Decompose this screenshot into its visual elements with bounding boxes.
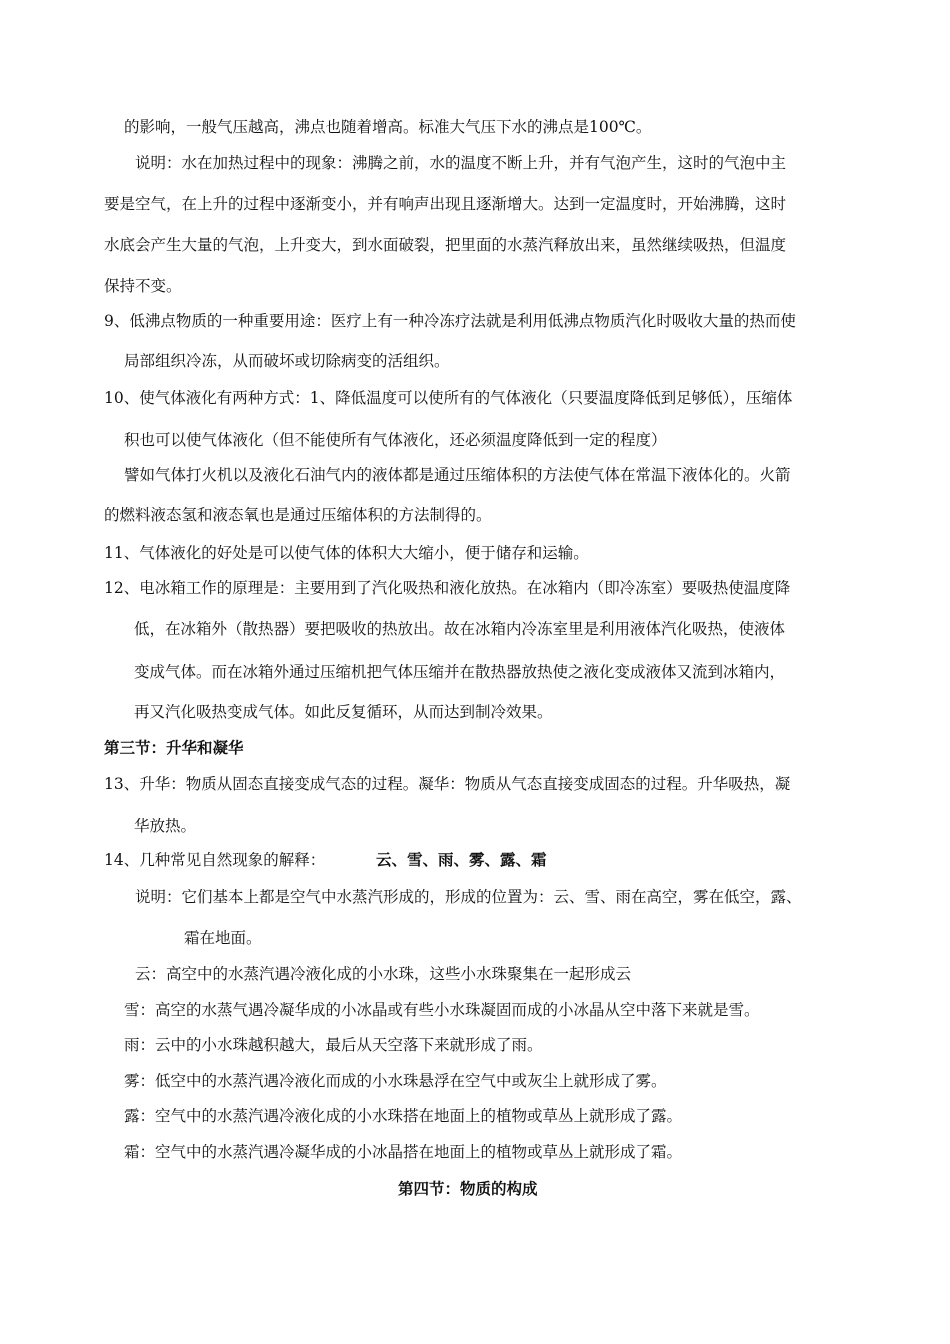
note-boiling-line-2: 要是空气，在上升的过程中逐渐变小，并有响声出现且逐渐增大。达到一定温度时，开始沸腾，这时 [104, 195, 787, 213]
item-12-line-1: 12、电冰箱工作的原理是：主要用到了汽化吸热和液化放热。在冰箱内（即冷冻室）要吸热使温度降 [104, 579, 791, 597]
cloud-explanation: 云：高空中的水蒸汽遇冷液化成的小水珠，这些小水珠聚集在一起形成云 [135, 965, 632, 983]
section-4-heading: 第四节：物质的构成 [398, 1179, 538, 1198]
section-3-heading: 第三节：升华和凝华 [104, 738, 244, 757]
rain-explanation: 雨：云中的小水珠越积越大，最后从天空落下来就形成了雨。 [124, 1036, 543, 1054]
item-14-phenomena: 云、雪、雨、雾、露、霜 [376, 850, 547, 869]
dew-explanation: 露：空气中的水蒸汽遇冷液化成的小水珠搭在地面上的植物或草丛上就形成了露。 [124, 1107, 683, 1125]
item-12-line-2: 低，在冰箱外（散热器）要把吸收的热放出。故在冰箱内冷冻室里是利用液体汽化吸热，使液体 [134, 620, 786, 638]
item-10-example-line-1: 譬如气体打火机以及液化石油气内的液体都是通过压缩体积的方法使气体在常温下液体化的。火箭 [124, 466, 791, 484]
snow-explanation: 雪：高空的水蒸气遇冷凝华成的小冰晶或有些小水珠凝固而成的小冰晶从空中落下来就是雪。 [124, 1001, 760, 1019]
item-12-line-3: 变成气体。而在冰箱外通过压缩机把气体压缩并在散热器放热使之液化变成液体又流到冰箱内， [134, 663, 786, 681]
item-12-line-4: 再又汽化吸热变成气体。如此反复循环，从而达到制冷效果。 [134, 703, 553, 721]
note-boiling-line-4: 保持不变。 [104, 277, 182, 295]
note-boiling-line-1: 说明：水在加热过程中的现象：沸腾之前，水的温度不断上升，并有气泡产生，这时的气泡中主 [135, 154, 787, 172]
item-14-note-line-1: 说明：它们基本上都是空气中水蒸汽形成的，形成的位置为：云、雪、雨在高空，雾在低空，露、 [135, 888, 802, 906]
item-9-line-1: 9、低沸点物质的一种重要用途：医疗上有一种冷冻疗法就是利用低沸点物质汽化时吸收大量的热而使 [104, 312, 796, 330]
fog-explanation: 雾：低空中的水蒸汽遇冷液化而成的小水珠悬浮在空气中或灰尘上就形成了雾。 [124, 1072, 667, 1090]
item-10-line-1: 10、使气体液化有两种方式：1、降低温度可以使所有的气体液化（只要温度降低到足够低），压缩体 [104, 389, 793, 407]
item-11: 11、气体液化的好处是可以使气体的体积大大缩小，便于储存和运输。 [104, 544, 589, 562]
item-13-line-1: 13、升华：物质从固态直接变成气态的过程。凝华：物质从气态直接变成固态的过程。升华吸热，凝 [104, 775, 791, 793]
item-13-line-2: 华放热。 [134, 817, 197, 835]
note-boiling-line-3: 水底会产生大量的气泡，上升变大，到水面破裂，把里面的水蒸汽释放出来，虽然继续吸热，但温度 [104, 236, 787, 254]
item-10-example-line-2: 的燃料液态氢和液态氧也是通过压缩体积的方法制得的。 [104, 506, 492, 524]
item-9-line-2: 局部组织冷冻，从而破坏或切除病变的活组织。 [124, 352, 450, 370]
frost-explanation: 霜：空气中的水蒸汽遇冷凝华成的小冰晶搭在地面上的植物或草丛上就形成了霜。 [124, 1143, 683, 1161]
paragraph-boiling-point-end: 的影响，一般气压越高，沸点也随着增高。标准大气压下水的沸点是100℃。 [124, 118, 652, 136]
item-14-heading: 14、几种常见自然现象的解释： [104, 851, 326, 869]
item-14-note-line-2: 霜在地面。 [184, 929, 262, 947]
item-10-line-2: 积也可以使气体液化（但不能使所有气体液化，还必须温度降低到一定的程度） [124, 431, 667, 449]
